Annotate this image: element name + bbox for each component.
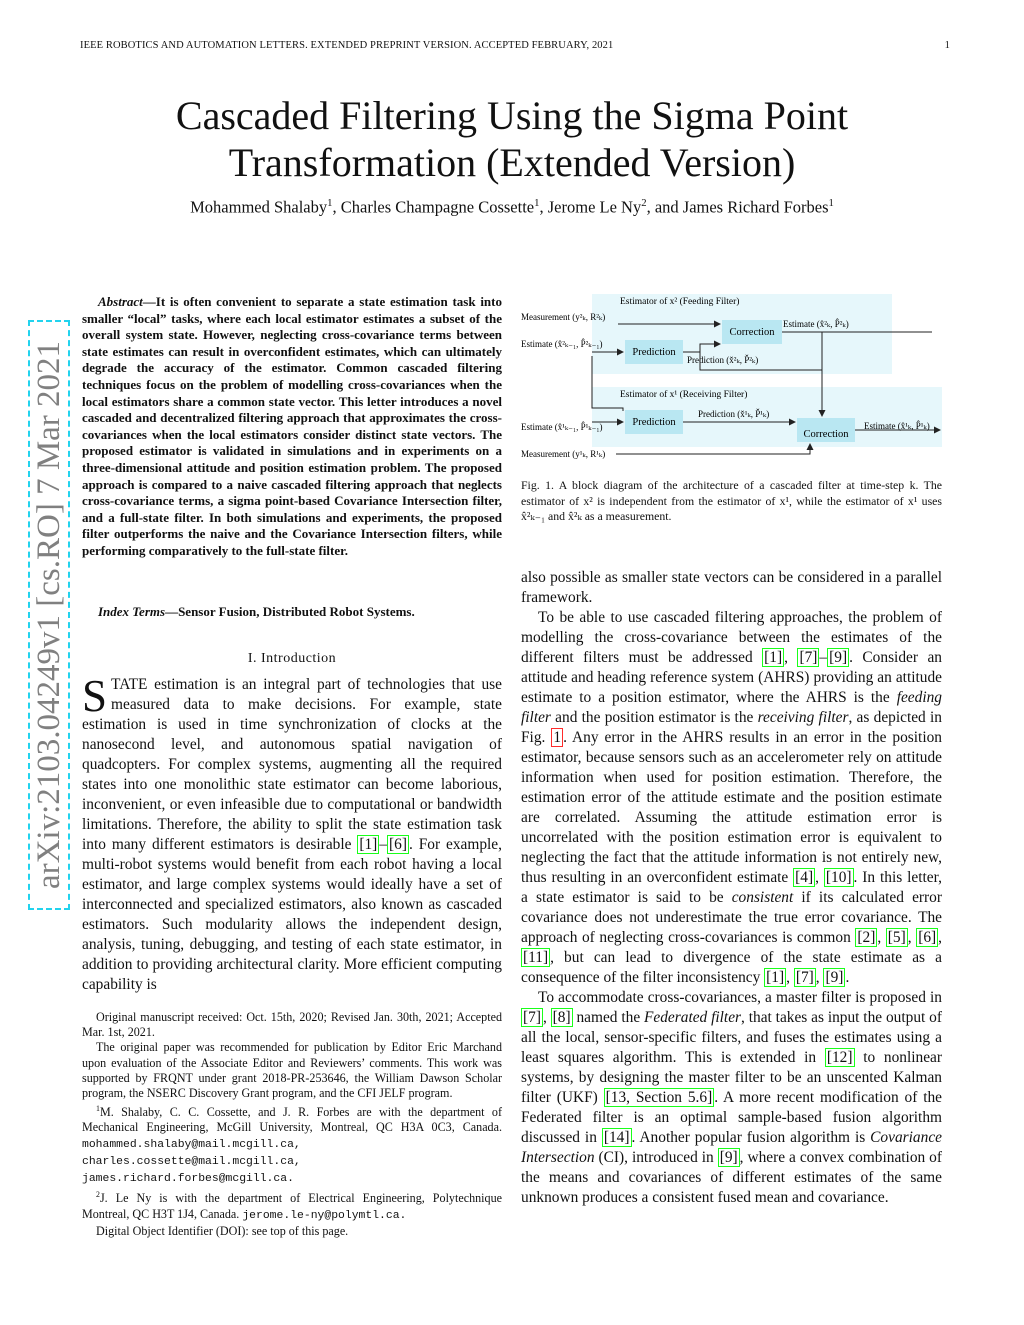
email-link[interactable]: jerome.le-ny@polymtl.ca. <box>242 1209 407 1222</box>
author-name: James Richard Forbes <box>682 197 829 217</box>
receiving-filter-title: Estimator of x¹ (Receiving Filter) <box>620 390 748 400</box>
title-line-1: Cascaded Filtering Using the Sigma Point <box>175 93 849 138</box>
citation-link[interactable]: [8] <box>552 1009 571 1026</box>
citation-link[interactable]: [7] <box>795 969 814 986</box>
dash: – <box>379 836 388 853</box>
bottom-correction-label: Correction <box>803 429 849 440</box>
author-name: Mohammed Shalaby <box>190 197 328 217</box>
paragraph-master-filter: To accommodate cross-covariances, a master filter is proposed in [7] , [8] named the Federated filter, that takes as input the output of all the local, sensor-specific filters, and fuses the estimates using a least squares algorithm. This is extended in [12] to nonlinear systems, by designing the master filter to be an unscented Kalman filter (UKF) [13, Section 5.6] . A more recent modification of the Federated filter is an optimal sample-based fusion algorithm discussed in [14] . Another popular fusion algorithm is Covariance Intersection (CI), introduced in [9] , where a convex combination of the means and covariances of different estimates of the same unknown produces a consistent fused mean and covariance. <box>521 989 943 1206</box>
top-measurement-label: Measurement (y²ₖ, R²ₖ) <box>521 312 606 322</box>
block-diagram <box>520 290 950 470</box>
feeding-filter-title: Estimator of x² (Feeding Filter) <box>620 297 740 307</box>
index-terms <box>82 604 502 620</box>
citation-link[interactable]: [1] <box>764 649 783 666</box>
figure-caption: Fig. 1. A block diagram of the architecture of a cascaded filter at time-step k. The estimator of x² is independent from the estimator of x¹, while the estimator of x¹ uses x̂²ₖ₋₁ and x̂²ₖ as a measurement. <box>521 478 942 524</box>
footnotes <box>82 1010 502 1239</box>
footnote-doi: Digital Object Identifier (DOI): see top of this page. <box>96 1223 349 1238</box>
abstract <box>82 294 502 560</box>
index-terms-label: Index Terms <box>98 604 166 619</box>
drop-cap: S <box>82 671 108 721</box>
arxiv-stamp[interactable]: arXiv:2103.04249v1 [cs.RO] 7 Mar 2021 <box>28 320 70 910</box>
citation-link[interactable]: [2] <box>857 929 876 946</box>
author-list: Mohammed Shalaby$^1$, Charles Champagne Cossette$^1$, Jerome Le Ny$^2$, and James Richard Forbes$^1$ <box>190 197 834 217</box>
footnote-affiliation-1 <box>82 1101 502 1187</box>
journal-name: IEEE ROBOTICS AND AUTOMATION LETTERS. EXTENDED PREPRINT VERSION. ACCEPTED FEBRUARY, 2021 <box>80 40 614 51</box>
bottom-estimate-out-label: Estimate (x̂¹ₖ, P̂¹ₖ) <box>864 421 930 431</box>
citation-link[interactable]: [10] <box>825 869 852 886</box>
citation-link[interactable]: [5] <box>887 929 906 946</box>
bottom-measurement-label: Measurement (y¹ₖ, R¹ₖ) <box>521 449 606 459</box>
footnote-marker: 1 <box>96 1104 100 1114</box>
citation-link[interactable]: [11] <box>523 949 549 966</box>
author-name: Jerome Le Ny <box>547 197 642 217</box>
page-number: 1 <box>944 40 950 51</box>
intro-paragraph: TATE estimation is an integral part of technologies that use measured data to make decisions. For example, state estimation is used in time synchronization of clocks at the nanosecond level, and autonomous spatial navigation of quadcopters. For complex systems, augmenting all the required states into one monolithic state estimator can become laborious, inconvenient, or even infeasible due to computational or bandwidth limitations. Therefore, the ability to split the state estimation task into many different estimators is desirable <box>82 676 502 853</box>
right-column-text <box>521 568 942 1208</box>
top-prediction-label: Prediction <box>632 347 676 358</box>
footnote-received: Original manuscript received: Oct. 15th, 2020; Revised Jan. 30th, 2021; Accepted Mar. 1st, 2021. <box>82 1010 502 1040</box>
email-link[interactable]: charles.cossette@mail.mcgill.ca, <box>82 1155 301 1168</box>
author-affiliation: 1 <box>828 197 834 209</box>
author-affiliation: 1 <box>327 197 333 209</box>
citation-link[interactable]: [1] <box>766 969 785 986</box>
citation-link[interactable]: [6] <box>389 836 407 853</box>
intro-paragraph-cont: . For example, multi-robot systems would benefit from each robot having a local estimator, and large complex systems would ideally have a set of interconnected and specialized estimators, also known as cascaded estimators. Such modularity allows the independent design, analysis, tuning, debugging, and testing of each state estimator, in addition to providing architectural clarity. More efficient computing capability is <box>82 836 502 993</box>
section-heading: I. Introduction <box>247 651 337 666</box>
citation-link[interactable]: [4] <box>795 869 814 886</box>
footnote-affiliation-2 <box>82 1187 502 1223</box>
citation-link[interactable]: [9] <box>719 1149 738 1166</box>
bottom-estimate-in-label: Estimate (x̂¹ₖ₋₁, P̂¹ₖ₋₁) <box>521 422 603 432</box>
paper-title <box>60 92 964 186</box>
footnote-text: M. Shalaby, C. C. Cossette, and J. R. Forbes are with the department of Mechanical Engineering, McGill University, Montreal, QC H3A 0C3, Canada. <box>82 1105 502 1135</box>
top-prediction-out-label: Prediction (x̌²ₖ, P̌²ₖ) <box>687 355 759 365</box>
citation-link[interactable]: [14] <box>603 1129 630 1146</box>
bottom-prediction-label: Prediction <box>632 417 676 428</box>
paragraph-cross-covariance: To be able to use cascaded filtering approaches, the problem of modelling the cross-covariance between the estimates of the different filters must be addressed [1] , [7] – [9] . Consider an attitude and heading reference system (AHRS) providing an attitude estimate to a position estimator, where the AHRS is the feeding filter and the position estimator is the receiving filter, as depicted in Fig. 1 . Any error in the AHRS results in an error in the position estimator, because sensors such as an accelerometer rely on attitude information when used for position estimation. Therefore, the estimation error of the attitude estimate and the position estimate are correlated. Assuming the attitude estimation error is uncorrelated with the position estimation error is equivalent to neglecting the fact that the attitude information is not entirely new, thus resulting in an overconfident estimate [4] , [10] . In this letter, a state estimator is said to be consistent if its calculated error covariance does not underestimate the true error covariance. The approach of neglecting cross-covariances is common [2] , [5] , [6] , [11] , but can lead to divergence of the state estimate as a consequence of the filter inconsistency [1] , [7] , [9] . <box>521 609 943 986</box>
citation-link[interactable]: [9] <box>825 969 844 986</box>
introduction-text <box>82 671 502 995</box>
running-header <box>80 40 950 51</box>
author-name: Charles Champagne Cossette <box>340 197 535 217</box>
citation-link[interactable]: [12] <box>826 1049 853 1066</box>
continuation-paragraph: also possible as smaller state vectors can be considered in a parallel framework. <box>521 569 942 606</box>
footnote-text: J. Le Ny is with the department of Electrical Engineering, Polytechnique Montreal, QC H3T 1J4, Canada. <box>82 1191 502 1221</box>
citation-link[interactable]: [13, Section 5.6] <box>605 1089 713 1106</box>
bottom-prediction-out-label: Prediction (x̌¹ₖ, P̌¹ₖ) <box>698 409 770 419</box>
block-diagram-figure <box>520 290 950 470</box>
top-correction-label: Correction <box>729 327 775 338</box>
citation-link[interactable]: [7] <box>799 649 818 666</box>
footnote-marker: 2 <box>96 1190 100 1200</box>
title-line-2: Transformation (Extended Version) <box>228 140 796 185</box>
author-affiliation: 1 <box>534 197 540 209</box>
footnote-recommended: The original paper was recommended for publication by Editor Eric Marchand upon evaluation of the Associate Editor and Reviewers’ comments. This work was supported by FRQNT under grant 2018-PR-253646, the William Dawson Scholar program, the NSERC Discovery Grant program, and the CFI JELF program. <box>82 1040 502 1101</box>
top-estimate-out-label: Estimate (x̂²ₖ, P̂²ₖ) <box>783 319 849 329</box>
citation-link[interactable]: [7] <box>523 1009 541 1026</box>
abstract-label: Abstract <box>98 294 143 309</box>
citation-link[interactable]: [1] <box>359 836 378 853</box>
index-terms-text: —Sensor Fusion, Distributed Robot Systems. <box>165 604 415 619</box>
figure-link[interactable]: 1 <box>553 729 562 746</box>
arxiv-stamp-area <box>2 320 67 910</box>
email-link[interactable]: james.richard.forbes@mcgill.ca. <box>82 1173 294 1186</box>
citation-link[interactable]: [6] <box>918 929 937 946</box>
citation-link[interactable]: [9] <box>829 649 848 666</box>
top-estimate-in-label: Estimate (x̂²ₖ₋₁, P̂²ₖ₋₁) <box>521 339 603 349</box>
email-link[interactable]: mohammed.shalaby@mail.mcgill.ca, <box>82 1138 301 1151</box>
abstract-text: —It is often convenient to separate a state estimation task into smaller “local” tasks, where each local estimator estimates a subset of the overall system state. However, neglecting cross-covariance terms between state estimates can result in overconfident estimates, which can ultimately degrade the accuracy of the estimator. Common cascaded filtering techniques focus on the problem of modelling cross-covariances when the local estimators share a common state vector. This letter introduces a novel cascaded and decentralized filtering approach that approximates the cross-covariances when the local estimators consider distinct state vectors. The proposed estimator is validated in simulations and in experiments on a three-dimensional attitude and position estimation problem. The proposed approach is compared to a naive cascaded filtering approach that neglects cross-covariance terms, a sigma point-based Covariance Intersection filter, and a full-state filter. In both simulations and experiments, the proposed filter outperforms the naive and the Covariance Intersection filters, while performing comparatively to the full-state filter. <box>82 294 502 558</box>
author-affiliation: 2 <box>641 197 647 209</box>
